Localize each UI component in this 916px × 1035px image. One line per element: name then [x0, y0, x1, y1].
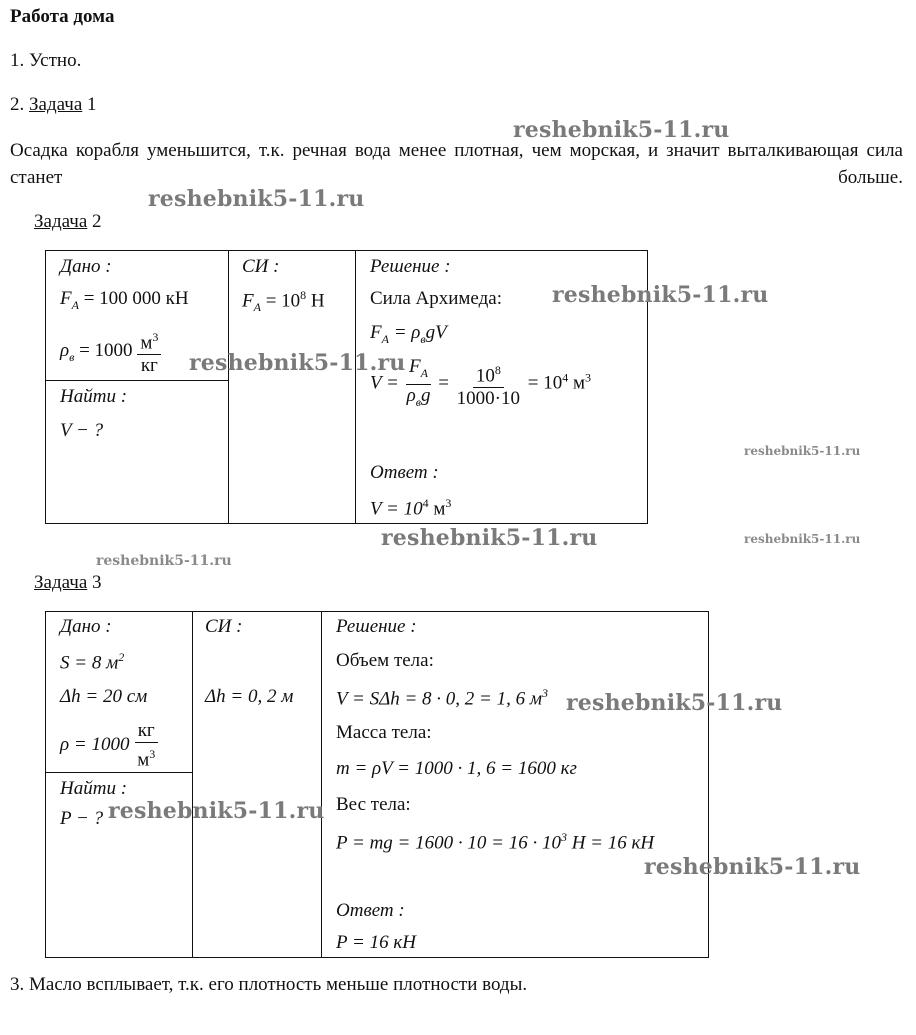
- task2-heading: [34, 211, 102, 233]
- task2-given-header: Дано :: [60, 256, 112, 277]
- task2-sol-frac1-num-sub: A: [420, 365, 428, 380]
- task3-si-header: СИ :: [205, 616, 243, 637]
- task2-answer-unit-sup: 3: [445, 496, 452, 510]
- task3-given-dh: Δh = 20 см: [60, 686, 148, 707]
- task2-si-fa: [242, 288, 325, 315]
- task2-sol-result-unit: м: [568, 372, 585, 394]
- task2-sol-frac1-den: ρ: [406, 384, 416, 406]
- watermark: reshebnik5-11.ru: [108, 798, 325, 824]
- task2-given-rho-unit-num: м: [140, 332, 153, 354]
- task2-sol-frac1-den-g: g: [420, 384, 431, 406]
- task2-sol-line2-f: F: [370, 322, 382, 343]
- watermark: reshebnik5-11.ru: [148, 186, 365, 212]
- watermark-small: reshebnik5-11.ru: [744, 444, 861, 458]
- task3-weight-formula-b: Н = 16 кН: [566, 832, 655, 854]
- task3-given-rho-unit-num: кг: [135, 720, 158, 743]
- task3-weight-formula-a: P = mg = 1600 · 10 = 16 · 10: [336, 832, 561, 854]
- task2-given-rho-symbol: ρ: [60, 340, 70, 362]
- task2-number: 2: [87, 211, 102, 232]
- task1-answer-text: Осадка корабля уменьшится, т.к. речная вода менее плотная, чем морская, и значит выталкивающая сила станет больше.: [10, 140, 903, 188]
- task3-given-rho-value: ρ = 1000: [60, 734, 135, 756]
- task3-vol-formula-value: V = SΔh = 8 · 0, 2 = 1, 6 м: [336, 688, 543, 710]
- task2-sol-eq: =: [433, 372, 454, 394]
- task2-sol-result-sup: 4: [562, 370, 569, 385]
- task2-given-fa-value: = 100 000 кН: [78, 288, 189, 309]
- task2-sol-frac1-den-sub: в: [415, 394, 421, 409]
- task3-weight-formula-sup: 3: [560, 830, 567, 844]
- watermark: reshebnik5-11.ru: [381, 525, 598, 551]
- item-2-prefix: 2.: [10, 94, 29, 115]
- task2-sol-line2: [370, 322, 447, 347]
- task2-sol-frac2-num-sup: 8: [494, 362, 501, 377]
- task2-si-fa-unit: Н: [306, 290, 325, 312]
- task3-vol-formula: [336, 686, 548, 710]
- task2-answer-sup: 4: [422, 496, 429, 510]
- task2-label: Задача: [34, 211, 88, 232]
- task2-given-rho-unit-num-sup: 3: [152, 330, 159, 344]
- task2-sol-result: = 10: [522, 372, 563, 394]
- task2-col-divider-1: [228, 250, 229, 523]
- task2-find-v: V − ?: [60, 420, 104, 441]
- task3-given-rho-unit-den-sup: 3: [149, 747, 156, 761]
- task2-si-fa-value: = 10: [260, 290, 301, 312]
- task2-answer-header: Ответ :: [370, 462, 439, 483]
- task2-given-fa: [60, 288, 189, 313]
- task2-given-rho: [60, 326, 161, 377]
- watermark: reshebnik5-11.ru: [644, 854, 861, 880]
- watermark: reshebnik5-11.ru: [566, 690, 783, 716]
- task2-given-fa-symbol: F: [60, 288, 72, 309]
- task3-answer-header: Ответ :: [336, 900, 405, 921]
- task3-given-header: Дано :: [60, 616, 112, 637]
- task3-find-p: P − ?: [60, 808, 104, 829]
- task2-sol-frac1: [404, 356, 434, 413]
- task2-given-fa-sub: A: [71, 297, 79, 312]
- task2-sol-line2-sub: A: [381, 331, 389, 346]
- task3-col-divider-2: [321, 611, 322, 957]
- task2-si-fa-sup: 8: [300, 288, 307, 302]
- task3-mass-formula: m = ρV = 1000 · 1, 6 = 1600 кг: [336, 758, 577, 779]
- task3-given-s-sup: 2: [118, 650, 125, 664]
- task3-si-dh: Δh = 0, 2 м: [205, 686, 294, 707]
- page-heading: Работа дома: [10, 6, 115, 27]
- task2-find-header: Найти :: [60, 386, 128, 407]
- task2-answer: [370, 496, 451, 520]
- task3-answer: P = 16 кН: [336, 932, 416, 953]
- task2-col-divider-2: [355, 250, 356, 523]
- task2-sol-frac1-num: F: [409, 356, 421, 377]
- item-2: [10, 94, 97, 116]
- task2-answer-value: V = 10: [370, 498, 423, 520]
- task3-given-rho: [60, 720, 158, 771]
- task2-given-rho-value: = 1000: [74, 340, 138, 362]
- watermark: reshebnik5-11.ru: [513, 117, 730, 143]
- task2-sol-line2-rho: = ρ: [388, 322, 421, 343]
- task2-given-divider: [45, 380, 229, 381]
- task3-solution-header: Решение :: [336, 616, 417, 637]
- task2-sol-frac2-num: 10: [475, 364, 495, 386]
- task3-find-header: Найти :: [60, 778, 128, 799]
- task1-number: 1: [82, 94, 97, 115]
- task3-weight-formula: [336, 830, 654, 854]
- task2-given-rho-sub: в: [69, 349, 75, 364]
- task3-vol-formula-sup: 3: [542, 686, 549, 700]
- task2-sol-result-unit-sup: 3: [584, 370, 591, 385]
- task3-number: 3: [87, 572, 102, 593]
- task2-given-rho-unit: [137, 326, 161, 377]
- task3-label: Задача: [34, 572, 88, 593]
- watermark: reshebnik5-11.ru: [189, 350, 406, 376]
- task2-sol-line1: Сила Архимеда:: [370, 288, 502, 309]
- task2-si-header: СИ :: [242, 256, 280, 277]
- task2-si-fa-symbol: F: [242, 290, 254, 312]
- task3-given-s: [60, 650, 124, 674]
- task3-given-divider: [45, 772, 193, 773]
- task3-given-rho-unit: [134, 720, 158, 771]
- task2-given-rho-unit-den: кг: [140, 355, 158, 377]
- task3-mass-label: Масса тела:: [336, 722, 432, 743]
- task3-given-rho-unit-den: м: [137, 749, 150, 771]
- task2-sol-v: V =: [370, 372, 404, 394]
- item-3: 3. Масло всплывает, т.к. его плотность меньше плотности воды.: [10, 974, 528, 995]
- watermark-small: reshebnik5-11.ru: [744, 532, 861, 546]
- task3-given-s-value: S = 8 м: [60, 652, 119, 674]
- watermark-small: reshebnik5-11.ru: [96, 553, 232, 569]
- task2-sol-frac2-den: 1000·10: [456, 387, 520, 409]
- task2-sol-frac2: [454, 359, 523, 410]
- task2-sol-line2-gv: gV: [425, 322, 447, 343]
- task3-col-divider-1: [192, 611, 193, 957]
- item-1: 1. Устно.: [10, 50, 82, 71]
- task3-weight-label: Вес тела:: [336, 794, 411, 815]
- task1-label: Задача: [29, 94, 83, 115]
- task2-answer-unit: м: [428, 498, 446, 520]
- task2-sol-line2-sub2: в: [420, 331, 426, 346]
- task3-heading: [34, 572, 102, 594]
- task2-si-fa-sub: A: [253, 300, 261, 315]
- watermark: reshebnik5-11.ru: [552, 282, 769, 308]
- task3-vol-label: Объем тела:: [336, 650, 434, 671]
- task2-solution-header: Решение :: [370, 256, 451, 277]
